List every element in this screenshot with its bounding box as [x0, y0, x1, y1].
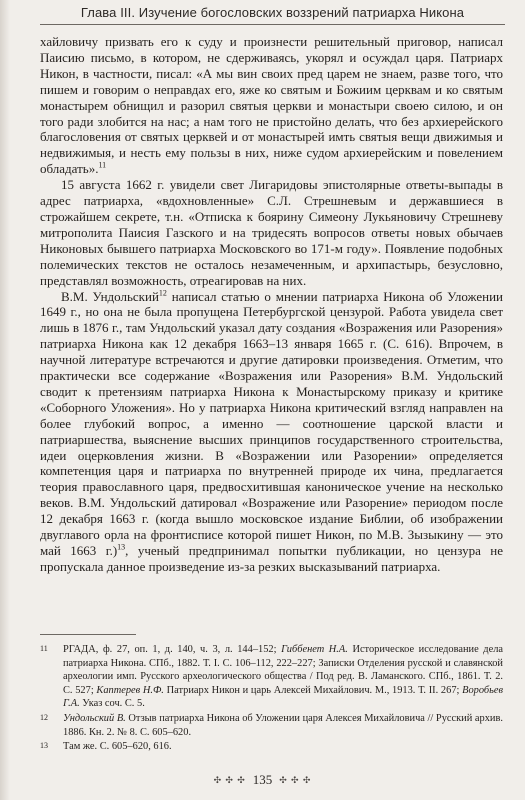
- footnote: [40, 712, 503, 739]
- footnote-ref[interactable]: 13: [117, 542, 126, 552]
- ornament-left: ✣ ✣ ✣: [213, 774, 246, 785]
- footnote-number: 12: [40, 712, 48, 722]
- footnote-number: 13: [40, 741, 48, 751]
- page-footer: [0, 772, 525, 788]
- running-head: [40, 5, 505, 25]
- chapter-title: Глава III. Изучение богословских воззрений патриарха Никона: [80, 5, 465, 20]
- footnotes: [40, 643, 503, 755]
- page-number: 135: [252, 772, 273, 787]
- footnote-text: Ундольский В. Отзыв патриарха Никона об Уложении царя Алексея Михайловича // Русский архив. 1886. Кн. 2. № 8. С. 605–620.: [63, 712, 503, 738]
- footnote-divider: [40, 634, 136, 635]
- footnote: [40, 740, 503, 754]
- footnote: [40, 643, 503, 711]
- footnote-ref[interactable]: 12: [158, 288, 167, 298]
- footnote-text: Там же. С. 605–620, 616.: [63, 741, 172, 753]
- body-text: [40, 34, 503, 575]
- paragraph: 15 августа 1662 г. увидели свет Лигаридовы эпистолярные ответы-выпады в адрес патриарха, «вдохновленные» С.Л. Стрешневым и державшиеся в строжайшем секрете, т.н. «Отписка к боярину Симеону Лукьяновичу Стрешневу митрополита Паисия Газского и на тридесять вопросов ответы новых обычаев Никоновых бывшего патриарха Московского во 171-м году». Появление подобных полемических текстов не осталось незамеченным, и архипастырь, безусловно, представлял возможность, отреагировав на них.: [40, 177, 503, 288]
- footnote-text: РГАДА, ф. 27, оп. 1, д. 140, ч. 3, л. 144–152; Гиббенет Н.А. Историческое исследование дела патриарха Никона. СПб., 1882. Т. I. С. 106–112, 222–227; Записки Отделения русской и славянской археологии имп. Русского археологического общества / Под ред. В. Ламанского. СПб., 1861. Т. 2. С. 527; Каптерев Н.Ф. Патриарх Никон и царь Алексей Михайлович. М., 1913. Т. II. 267; Воробьев Г.А. Указ соч. С. 5.: [63, 644, 503, 710]
- paragraph: хайловичу призвать его к суду и произнести решительный приговор, написал Паисию письмо, в котором, не сдерживаясь, укорял и осуждал царя. Патриарх Никон, в частности, писал: «А мы вин своих пред царем не знаем, разве того, что пишем и говорим о неправдах его, яже ко святым и Божиим церквам и ко святым монастырем обнищил и разорил святыя церкви и монастыри своею силою, и он того ради злобится на нас; а нам того не пристойно делать, что без архиерейского благословения от святых церквей и от монастырей имть святыя вещи движимыя и недвижимыя, и несть ему пользы в них, ниже судом архиерейским и повелением обладать».$^{11}$: [40, 34, 503, 177]
- ornament-right: ✣ ✣ ✣: [279, 774, 312, 785]
- paragraph: В.М. Ундольский$^{12}$ написал статью о мнении патриарха Никона об Уложении 1649 г., но она не была пропущена Петербургской цензурой. Работа увидела свет лишь в 1876 г., там Ундольский указал дату создания «Возражения или Разорения» патриарха Никона как 12 декабря 1663–13 января 1665 г. (С. 616). Впрочем, в научной литературе встречаются и другие датировки произведения. Отметим, что практически все содержание «Возражения или Разорения» В.М. Ундольский сводит к претензиям патриарха Никона к Монастырскому приказу и критике «Соборного Уложения». Но у патриарха Никона критический взгляд направлен на более глубокий вопрос, а именно — соотношение царской власти и патриаршества, выяснение высших принципов государственного строительства, идеи оцерковления жизни. В «Возражении или Разорении» определяется компетенция царя и патриарха по внутренней природе их чина, предлагается теория православного царя, предвосхитившая каноническое учение на несколько веков. В.М. Ундольский датировал «Возражение или Разорение» периодом после 12 декабря 1663 г. (когда вышло московское издание Библии, об изображении двуглавого орла на фронтисписе которой пишет Никон, по М.В. Зызыкину — это май 1663 г.)$^{13}$, ученый предпринимал попытки публикации, но цензура не пропускала данное произведение из-за резких высказываний патриарха.: [40, 288, 503, 574]
- footnote-ref[interactable]: 11: [98, 160, 107, 170]
- footnote-number: 11: [40, 644, 48, 653]
